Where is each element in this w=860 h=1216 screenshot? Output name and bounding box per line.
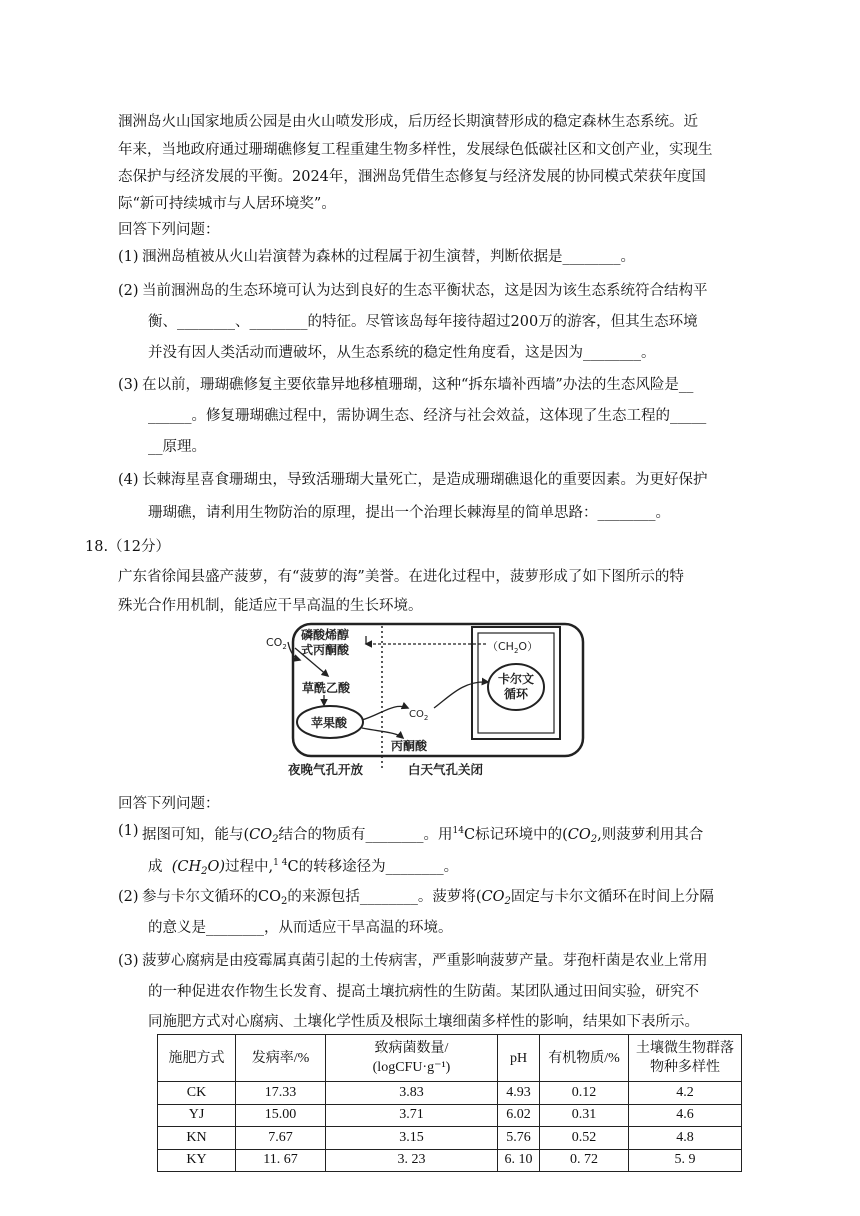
q18-header: 18.（12分） <box>85 539 171 555</box>
q17-2-line-1: 当前涠洲岛的生态环境可认为达到良好的生态平衡状态，这是因为该生态系统符合结构平 <box>142 283 708 299</box>
q18-1-label: (1) <box>118 823 139 839</box>
q17-1-label: (1) <box>118 249 139 265</box>
table-cell: 6. 10 <box>498 1149 540 1172</box>
table-row <box>158 1082 742 1105</box>
q18-intro-line-1: 广东省徐闻县盛产菠萝，有“菠萝的海”美誉。在进化过程中，菠萝形成了如下图所示的特 <box>118 569 684 585</box>
co2-left-label: $CO_2$ <box>266 636 287 651</box>
night-label: 夜晚气孔开放 <box>288 762 364 777</box>
photosynthesis-diagram <box>258 622 588 780</box>
table-cell: KY <box>158 1149 236 1172</box>
table-cell: 0. 72 <box>540 1149 629 1172</box>
q18-1-line-2: 成 $(CH_2O)$过程中,$^{1 4}$C的转移途径为________。 <box>148 858 459 877</box>
table-cell: 4.8 <box>629 1127 742 1150</box>
calvin-label-1: 卡尔文 <box>497 672 535 686</box>
intro-prompt: 回答下列问题： <box>118 222 220 238</box>
table-cell: 5. 9 <box>629 1149 742 1172</box>
table-cell: 4.2 <box>629 1082 742 1105</box>
header-diversity: 土壤微生物群落 物种多样性 <box>629 1035 742 1082</box>
table-cell: 3. 23 <box>326 1149 498 1172</box>
header-ph: pH <box>498 1035 540 1082</box>
co2-mid-label: $CO_2$ <box>409 709 429 722</box>
ch2o-label: $(CH_2O)$ <box>487 640 539 655</box>
intro-line-1: 涠洲岛火山国家地质公园是由火山喷发形成，后历经长期演替形成的稳定森林生态系统。近 <box>118 114 698 130</box>
q18-prompt: 回答下列问题： <box>118 796 220 812</box>
intro-line-3: 态保护与经济发展的平衡。2024年，涠洲岛凭借生态修复与经济发展的协同模式荣获年度国 <box>118 169 706 185</box>
q17-4-label: (4) <box>118 472 139 488</box>
q18-2-line-2: 的意义是________，从而适应干旱高温的环境。 <box>148 920 453 936</box>
table-cell: 6.02 <box>498 1104 540 1127</box>
q17-3-label: (3) <box>118 377 139 393</box>
q18-intro-line-2: 殊光合作用机制，能适应干旱高温的生长环境。 <box>118 598 423 614</box>
table-cell: 3.71 <box>326 1104 498 1127</box>
q18-3-line-1: 菠萝心腐病是由疫霉属真菌引起的土传病害，严重影响菠萝产量。芽孢杆菌是农业上常用 <box>142 953 708 969</box>
q18-2-line-1: 参与卡尔文循环的$CO_2$的来源包括________。菠萝将($CO_2$固定与卡尔文循环在时间上分隔 <box>142 889 714 907</box>
q17-3-line-2: ______。修复珊瑚礁过程中，需协调生态、经济与社会效益，这体现了生态工程的_____ <box>148 408 707 424</box>
pep-label-1: 磷酸烯醇 <box>301 628 350 642</box>
day-label: 白天气孔关闭 <box>408 762 484 777</box>
table-cell: 17.33 <box>236 1082 326 1105</box>
pyruvate-label: 丙酮酸 <box>391 739 428 753</box>
q17-3-line-3: __原理。 <box>148 439 206 455</box>
table-header-row <box>158 1035 742 1082</box>
table-cell: 4.93 <box>498 1082 540 1105</box>
arrow-malate-to-co2 <box>362 706 408 720</box>
oaa-label: 草酰乙酸 <box>302 681 351 695</box>
table-cell: 11. 67 <box>236 1149 326 1172</box>
q17-2-label: (2) <box>118 283 139 299</box>
calvin-label-2: 循环 <box>503 687 529 701</box>
table-cell: 0.31 <box>540 1104 629 1127</box>
intro-line-4: 际“新可持续城市与人居环境奖”。 <box>118 196 336 212</box>
table-cell: 0.12 <box>540 1082 629 1105</box>
q17-1-line-1: 涠洲岛植被从火山岩演替为森林的过程属于初生演替，判断依据是________。 <box>142 249 635 265</box>
q18-2-label: (2) <box>118 889 139 905</box>
q17-4-line-2: 珊瑚礁，请利用生物防治的原理，提出一个治理长棘海星的简单思路：________。 <box>148 505 670 521</box>
q17-2-line-2: 衡、________、________的特征。尽管该岛每年接待超过200万的游客，但其生态环境 <box>148 314 698 330</box>
intro-line-2: 年来，当地政府通过珊瑚礁修复工程重建生物多样性，发展绿色低碳社区和文创产业，实现生 <box>118 142 713 158</box>
malate-label: 苹果酸 <box>311 716 348 730</box>
table-row <box>158 1149 742 1172</box>
table-cell: 4.6 <box>629 1104 742 1127</box>
table-cell: 3.15 <box>326 1127 498 1150</box>
header-method: 施肥方式 <box>158 1035 236 1082</box>
pep-label-2: 式丙酮酸 <box>301 643 350 657</box>
table-cell: CK <box>158 1082 236 1105</box>
table-cell: 15.00 <box>236 1104 326 1127</box>
table-cell: YJ <box>158 1104 236 1127</box>
table-cell: 3.83 <box>326 1082 498 1105</box>
table-cell: KN <box>158 1127 236 1150</box>
q18-1-line-1: 据图可知，能与($CO_2$结合的物质有________。用$^{14}$C标记环境中的($CO_2$,则菠萝利用其合 <box>142 826 704 845</box>
q18-3-line-2: 的一种促进农作物生长发育、提高土壤抗病性的生防菌。某团队通过田间实验，研究不 <box>148 984 699 1000</box>
header-incidence: 发病率/% <box>236 1035 326 1082</box>
results-table <box>157 1034 742 1172</box>
q17-4-line-1: 长棘海星喜食珊瑚虫，导致活珊瑚大量死亡，是造成珊瑚礁退化的重要因素。为更好保护 <box>142 472 708 488</box>
q17-3-line-1: 在以前，珊瑚礁修复主要依靠异地移植珊瑚，这种“拆东墙补西墙”办法的生态风险是__ <box>142 377 694 393</box>
q18-3-label: (3) <box>118 953 139 969</box>
table-row <box>158 1104 742 1127</box>
header-pathogen: 致病菌数量/ (logCFU·g⁻¹) <box>326 1035 498 1082</box>
table-cell: 0.52 <box>540 1127 629 1150</box>
q17-2-line-3: 并没有因人类活动而遭破坏，从生态系统的稳定性角度看，这是因为________。 <box>148 345 656 361</box>
q18-3-line-3: 同施肥方式对心腐病、土壤化学性质及根际土壤细菌多样性的影响，结果如下表所示。 <box>148 1014 699 1030</box>
table-row <box>158 1127 742 1150</box>
arrow-co2-to-calvin <box>434 682 488 708</box>
table-cell: 7.67 <box>236 1127 326 1150</box>
table-cell: 5.76 <box>498 1127 540 1150</box>
header-organic: 有机物质/% <box>540 1035 629 1082</box>
